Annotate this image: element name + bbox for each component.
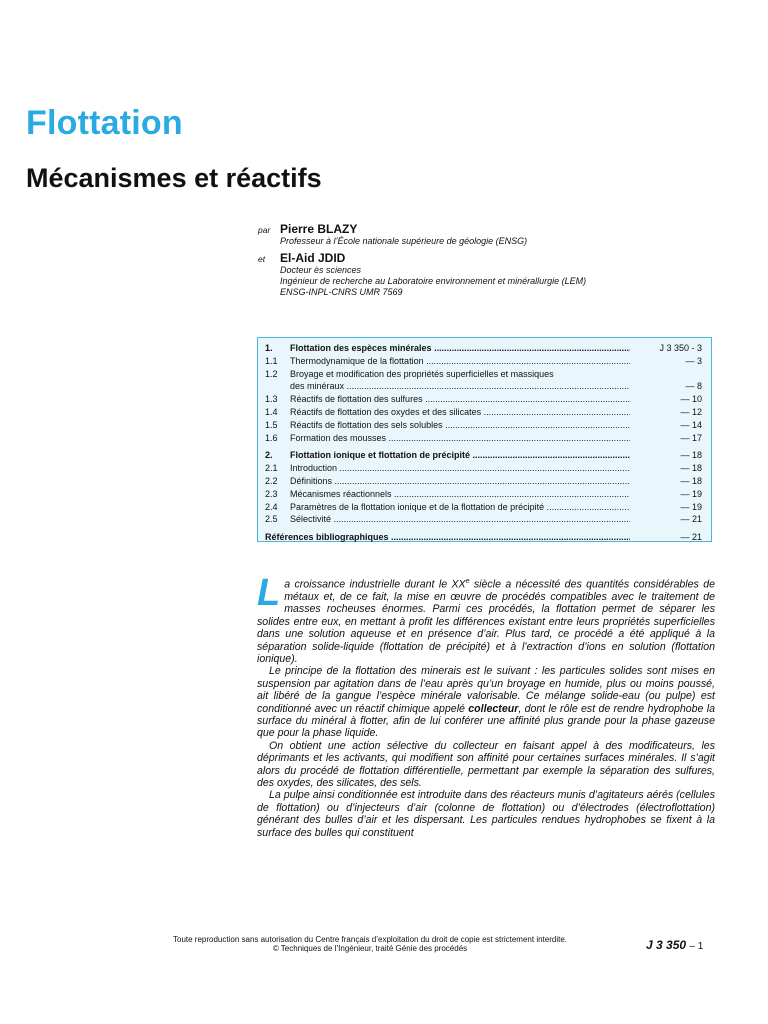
author-name: El-Aid JDID — [280, 251, 346, 265]
toc-title: Paramètres de la flottation ionique et de la flottation de précipité ..... — [290, 502, 630, 512]
toc-entry[interactable] — [265, 368, 704, 381]
author-role: ENSG-INPL-CNRS UMR 7569 — [280, 287, 403, 297]
toc-entry[interactable] — [265, 449, 704, 462]
toc-number: 2.1 — [265, 463, 278, 474]
toc-entry[interactable] — [265, 513, 704, 526]
toc-title: Introduction ..... — [290, 463, 630, 473]
toc-title: Flottation des espèces minérales ..... — [290, 343, 630, 353]
toc-number: 1.6 — [265, 432, 278, 443]
toc-title: Définitions ..... — [290, 476, 630, 486]
toc-page-ref: — 19 — [680, 501, 702, 512]
toc-title: Broyage et modification des propriétés superficielles et massiques — [290, 368, 554, 379]
toc-page-ref: — 17 — [680, 432, 702, 443]
toc-number: 1. — [265, 343, 273, 353]
toc-entry[interactable] — [265, 432, 704, 445]
toc-page-ref: — 18 — [680, 463, 702, 474]
toc-page-ref: J 3 350 - 3 — [659, 343, 702, 353]
article-paragraph: On obtient une action sélective du collecteur en faisant appel à des modificateurs, les déprimants et les activants, qui modifient son affinité pour certaines surfaces minérales. Il s’agit alors du procédé de flottation différentielle, permettant par exemple la séparation des sulfures, des oxydes, des silicates, des sels. — [257, 739, 715, 790]
toc-page-ref: — 19 — [680, 488, 702, 499]
author-role: Docteur ès sciences — [280, 265, 362, 275]
toc-page-ref: — 21 — [680, 514, 702, 525]
toc-number: 2.5 — [265, 514, 278, 525]
toc-page-ref: — 12 — [680, 406, 702, 417]
article-paragraph: La pulpe ainsi conditionnée est introduite dans des réacteurs munis d’agitateurs aérés (cellules de flottation) ou d’injecteurs d’air (colonne de flottation) ou d’électrodes (électroflottation) générant des bulles d’air et les dispersant. Les particules rendues hydrophobes se fixent à la surface des bulles qui constituent — [257, 789, 715, 839]
toc-title: Sélectivité ..... — [290, 514, 630, 524]
toc-title: des minéraux ..... — [290, 381, 630, 391]
author-preposition: et — [258, 254, 266, 264]
toc-number: 1.4 — [265, 406, 278, 417]
toc-number: 1.1 — [265, 355, 278, 366]
toc-page-ref: — 18 — [680, 475, 702, 486]
author-name: Pierre BLAZY — [280, 222, 358, 236]
toc-title: Réactifs de flottation des oxydes et des silicates ..... — [290, 407, 630, 417]
toc-page-ref: — 3 — [685, 355, 702, 366]
toc-number: 2. — [265, 450, 273, 461]
toc-entry[interactable] — [265, 419, 704, 432]
drop-cap: L — [257, 572, 281, 614]
copyright-notice: Toute reproduction sans autorisation du Centre français d’exploitation du droit de copie est strictement interdite. © Techniques de l’Ingénieur, traité Génie des procédés — [173, 935, 567, 953]
toc-page-ref: — 10 — [680, 394, 702, 405]
toc-title: Formation des mousses ..... — [290, 433, 630, 443]
toc-entry[interactable] — [265, 475, 704, 488]
toc-page-ref: — 8 — [685, 381, 702, 392]
toc-entry[interactable] — [265, 406, 704, 419]
article-paragraph: Le principe de la flottation des minerais est le suivant : les particules solides sont mises en suspension par agitation dans de l’eau après qu’un broyage en humide, plus ou moins poussé, ait libéré de la gangue l’espèce minérale valorisable. Ce mélange solide-eau (ou pulpe) est conditionné avec un réactif chimique appelé collecteur, dont le rôle est de rendre hydrophobe la surface du minéral à flotter, afin de lui conférer une affinité plus grande pour la phase gazeuse que pour la phase liquide. — [257, 665, 715, 740]
toc-page-ref: — 14 — [680, 419, 702, 430]
author-preposition: par — [258, 225, 271, 235]
toc-page-ref: — 21 — [680, 532, 702, 543]
author-role: Ingénieur de recherche au Laboratoire environnement et minérallurgie (LEM) — [280, 276, 587, 286]
toc-number: 1.2 — [265, 368, 278, 379]
toc-entry[interactable] — [265, 393, 704, 406]
doc-reference: J 3 350 — [646, 938, 687, 952]
toc-entry[interactable] — [265, 488, 704, 501]
toc-title: Réactifs de flottation des sels solubles ..... — [290, 420, 630, 430]
author-2 — [258, 251, 738, 298]
toc-title: Thermodynamique de la flottation ..... — [290, 356, 630, 366]
page-reference — [646, 938, 703, 952]
toc-entry[interactable] — [265, 355, 704, 368]
document-title: Flottation — [26, 104, 183, 142]
toc-entry[interactable] — [265, 501, 704, 514]
toc-number: 2.3 — [265, 488, 278, 499]
toc-number: 1.3 — [265, 394, 278, 405]
page-number: – 1 — [689, 941, 704, 952]
toc-number: 2.4 — [265, 501, 278, 512]
author-1 — [258, 222, 738, 247]
toc-entry-references[interactable] — [265, 531, 704, 544]
toc-entry-continuation[interactable] — [265, 380, 704, 393]
toc-number: 1.5 — [265, 419, 278, 430]
article-paragraph: La croissance industrielle durant le XXe siècle a nécessité des quantités considérables de métaux et, de ce fait, la mise en œuvre de procédés compatibles avec le traitement de masses rocheuses énormes. Parmi ces procédés, la flottation permet de séparer les solides entre eux, en mettant à profit les différences existant entre leurs propriétés superficielles dans une solution aqueuse et en présence d’air. Plus tard, ce procédé a été appliqué à la séparation solide-liquide (flottation de précipité) et à l’extraction d’ions en solution (flottation ionique). — [257, 572, 715, 665]
toc-title: Réactifs de flottation des sulfures ..... — [290, 394, 630, 404]
toc-title: Références bibliographiques ..... — [265, 532, 630, 542]
toc-title: Flottation ionique et flottation de précipité ..... — [290, 450, 630, 460]
document-subtitle: Mécanismes et réactifs — [26, 163, 322, 193]
toc-entry[interactable] — [265, 462, 704, 475]
table-of-contents — [257, 337, 712, 542]
toc-number: 2.2 — [265, 475, 278, 486]
toc-title: Mécanismes réactionnels ..... — [290, 489, 630, 499]
article-body — [257, 572, 715, 839]
authors-block — [258, 222, 738, 302]
author-role: Professeur à l’École nationale supérieure de géologie (ENSG) — [280, 236, 528, 246]
toc-page-ref: — 18 — [680, 450, 702, 461]
term-collecteur: collecteur — [468, 702, 519, 715]
toc-entry[interactable] — [265, 342, 704, 355]
